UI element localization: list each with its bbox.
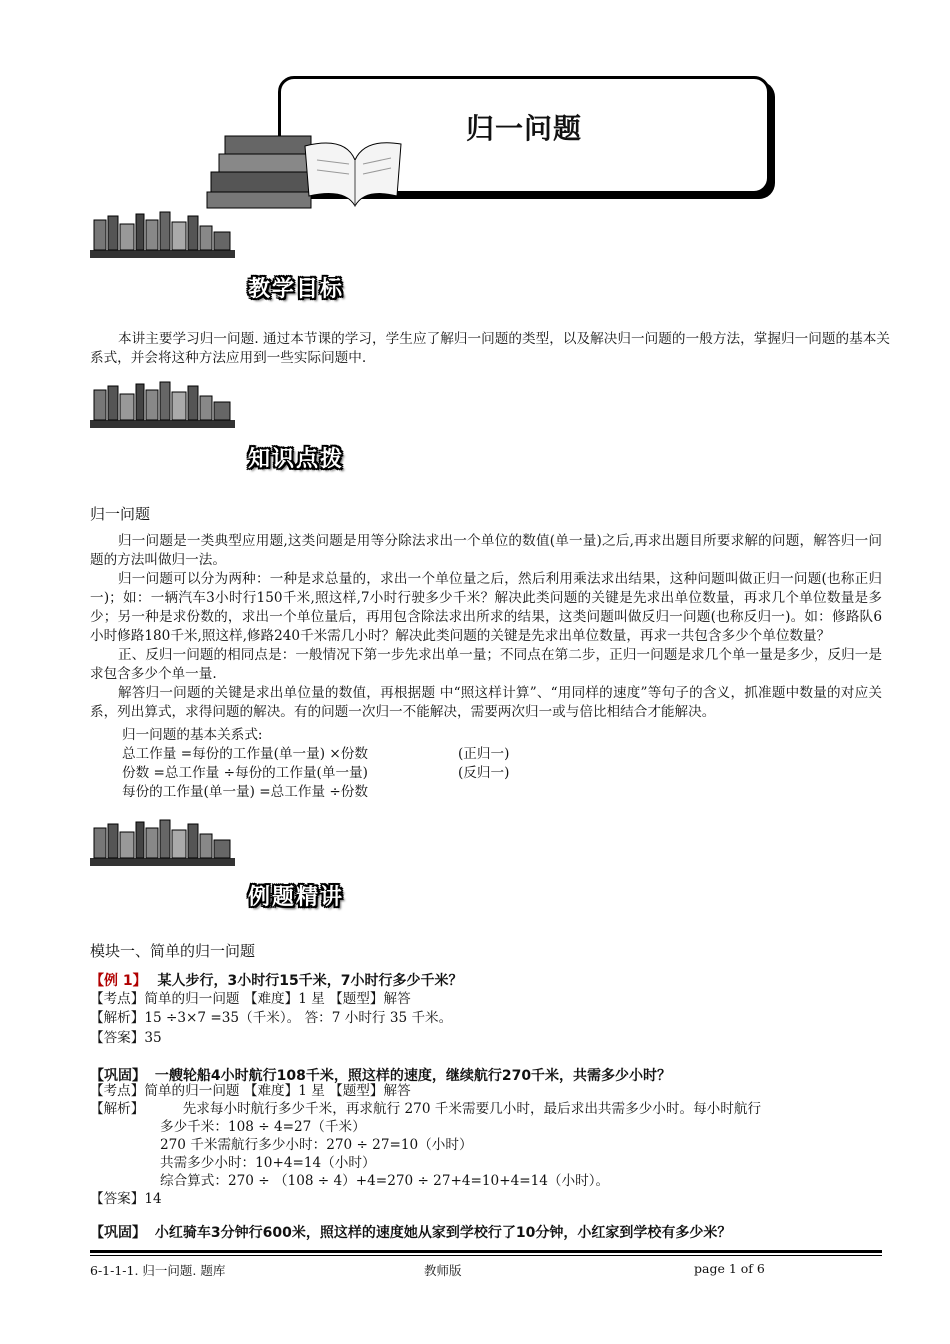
formula-expr: 总工作量 =每份的工作量(单一量) ×份数	[122, 746, 368, 762]
analysis-line: 270 千米需航行多少小时：270 ÷ 27=10（小时）	[160, 1137, 473, 1153]
goals-text: 本讲主要学习归一问题. 通过本节课的学习，学生应了解归一问题的类型，以及解决归一问题的一般方法，掌握归一问题的基本关系式，并会将这种方法应用到一些实际问题中.	[90, 331, 890, 366]
example-2-analysis: 【解析】 先求每小时航行多少千米，再求航行 270 千米需要几小时，最后求出共需多少小时。每小时航行	[90, 1101, 762, 1117]
bookshelf-icon	[90, 210, 235, 262]
books-illustration	[205, 126, 405, 212]
formula-title: 归一问题的基本关系式:	[122, 727, 263, 743]
bookshelf-icon	[90, 818, 235, 870]
formula-expr: 份数 =总工作量 ÷每份的工作量(单一量)	[122, 765, 368, 781]
footer-rule	[90, 1255, 882, 1256]
knowledge-paragraph: 归一问题是一类典型应用题,这类问题是用等分除法求出一个单位的数值(单一量)之后,再求出题目所要求解的问题，解答归一问题的方法叫做归一法。	[90, 533, 882, 568]
example-1-analysis: 【解析】15 ÷3×7 =35（千米）。 答：7 小时行 35 千米。	[90, 1010, 453, 1026]
example-1-point: 【考点】简单的归一问题 【难度】1 星 【题型】解答	[90, 991, 411, 1007]
knowledge-heading: 归一问题	[90, 505, 151, 523]
page-title: 归一问题	[465, 112, 582, 145]
analysis-line: 综合算式：270 ÷ （108 ÷ 4）+4=270 ÷ 27+4=10+4=14（小时）。	[160, 1173, 610, 1189]
section-knowledge-title: 知识点拨	[248, 447, 345, 472]
module-title: 模块一、简单的归一问题	[90, 942, 256, 960]
knowledge-paragraph: 正、反归一问题的相同点是：一般情况下第一步先求出单一量；不同点在第二步，正归一问题是求几个单一量是多少，反归一是求包含多少个单一量.	[90, 647, 882, 682]
formula-row	[122, 783, 368, 802]
formula-row	[122, 745, 510, 764]
example-1-answer: 【答案】35	[90, 1030, 162, 1046]
example-tag: 【例 1】	[90, 973, 147, 989]
example-tag: 【巩固】	[90, 1068, 146, 1084]
footer-center: 教师版	[424, 1263, 462, 1278]
formula-expr: 每份的工作量(单一量) =总工作量 ÷份数	[122, 784, 368, 800]
example-2-answer: 【答案】14	[90, 1191, 162, 1207]
footer-page: page 1 of 6	[694, 1261, 765, 1276]
formula-row	[122, 764, 510, 783]
section-goals-title: 教学目标	[248, 277, 345, 302]
knowledge-body	[90, 532, 882, 722]
analysis-line: 共需多少小时：10+4=14（小时）	[160, 1155, 376, 1171]
analysis-line: 多少千米：108 ÷ 4=27（千米）	[160, 1119, 366, 1135]
example-1-question: 【例 1】 某人步行，3小时行15千米，7小时行多少千米？	[90, 973, 463, 989]
knowledge-paragraph: 归一问题可以分为两种：一种是求总量的，求出一个单位量之后，然后利用乘法求出结果，这种问题叫做正归一问题(也称正归一)；如：一辆汽车3小时行150千米,照这样,7小时行驶多少千米？解决此类问题的关键是先求出单位数量，再求几个单位数量是多少；另一种是求份数的，求出一个单位量后，再用包含除法求出所求的结果，这类问题叫做反归一问题(也称反归一)。如：修路队6小时修路180千米,照这样,修路240千米需几小时？解决此类问题的关键是先求出单位数量，再求一共包含多少个单位数量？	[90, 571, 882, 644]
example-2-point: 【考点】简单的归一问题 【难度】1 星 【题型】解答	[90, 1083, 411, 1099]
example-3-question: 【巩固】 小红骑车3分钟行600米，照这样的速度她从家到学校行了10分钟，小红家到学校有多少米？	[90, 1225, 732, 1241]
bookshelf-icon	[90, 380, 235, 432]
footer-left: 6-1-1-1. 归一问题. 题库	[90, 1263, 226, 1278]
example-tag: 【巩固】	[90, 1225, 146, 1241]
formula-note: (反归一)	[458, 765, 510, 781]
section-examples-title: 例题精讲	[248, 885, 345, 910]
formula-note: (正归一)	[458, 746, 510, 762]
example-2-question: 【巩固】 一艘轮船4小时航行108千米，照这样的速度，继续航行270千米，共需多少小时？	[90, 1068, 672, 1084]
footer-rule	[90, 1250, 882, 1253]
knowledge-paragraph: 解答归一问题的关键是求出单位量的数值，再根据题 中“照这样计算”、“用同样的速度”等句子的含义，抓准题中数量的对应关系，列出算式，求得问题的解决。有的问题一次归一不能解决，需要两次归一或与倍比相结合才能解决。	[90, 685, 882, 720]
